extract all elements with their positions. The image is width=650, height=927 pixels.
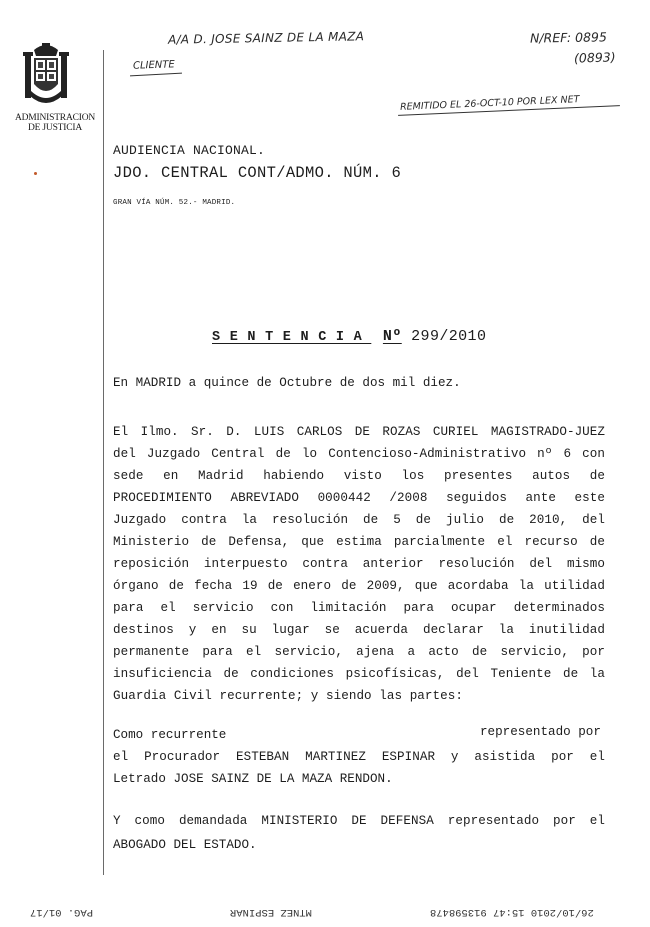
body-line: permanente para el servicio, ajena a acto de servicio, por [113,645,605,659]
handwritten-ref-alt: (0893) [573,49,616,66]
body-line: Juzgado contra la resolución de 5 de julio de 2010, del [113,513,605,527]
crest-label [10,113,100,133]
body-line: PROCEDIMIENTO ABREVIADO 0000442 /2008 seguidos ante este [113,491,605,505]
recurrente-line3: Letrado JOSE SAINZ DE LA MAZA RENDON. [113,772,393,786]
body-line: destinos y en su lugar se acuerda declarar la inutilidad [113,623,605,637]
title-word: SENTENCIA [212,330,372,345]
handwritten-recipient: A/A D. JOSE SAINZ DE LA MAZA [167,29,365,47]
fax-page-number: PAG. 01/17 [30,906,94,918]
juzgado-name: JDO. CENTRAL CONT/ADMO. NÚM. 6 [113,164,402,182]
speck [34,172,37,175]
coat-of-arms-icon [22,40,70,110]
body-line: insuficiencia de condiciones psicofísicas, del Teniente de la [113,667,605,681]
recurrente-label: Como recurrente [113,728,227,742]
fax-stamp: 26/10/2010 15:47 913598478 [430,906,594,918]
margin-rule [103,50,104,875]
body-line: El Ilmo. Sr. D. LUIS CARLOS DE ROZAS CURIEL MAGISTRADO-JUEZ [113,425,605,439]
body-line: para el servicio con limitación para ocupar determinados [113,601,605,615]
document-title [212,327,486,345]
body-line: sede en Madrid habiendo visto los presentes autos de [113,469,605,483]
crest-label-line1: ADMINISTRACION [14,113,96,123]
handwritten-client: CLIENTE [132,59,175,72]
title-number: 299/2010 [411,328,487,345]
court-name: AUDIENCIA NACIONAL. [113,143,266,158]
demandada-line1: Y como demandada MINISTERIO DE DEFENSA representado por el [113,814,605,828]
title-number-group [383,328,486,345]
handwritten-ref: N/REF: 0895 [529,29,608,46]
recurrente-suffix: representado por [480,725,601,739]
body-line: del Juzgado Central de lo Contencioso-Administrativo nº 6 con [113,447,605,461]
title-num-label: Nº [382,328,402,345]
crest-label-line2: DE JUSTICIA [27,123,82,133]
fax-sender: MTNEZ ESPINAR [230,906,312,918]
recurrente-line2: el Procurador ESTEBAN MARTINEZ ESPINAR y asistida por el [113,750,605,764]
demandada-line2: ABOGADO DEL ESTADO. [113,838,257,852]
date-line: En MADRID a quince de Octubre de dos mil diez. [113,376,461,390]
body-line: reposición interpuesto contra anterior resolución del mismo [113,557,605,571]
court-address: GRAN VÍA NÚM. 52.- MADRID. [113,199,236,207]
body-line: Guardia Civil recurrente; y siendo las partes: [113,689,463,703]
body-line: Ministerio de Defensa, que estima parcialmente el recurso de [113,535,605,549]
body-line: órgano de fecha 19 de enero de 2009, que acordaba la utilidad [113,579,605,593]
handwritten-forwarded: REMITIDO EL 26-OCT-10 POR LEX NET [399,94,580,113]
handwritten-underline [130,73,182,77]
